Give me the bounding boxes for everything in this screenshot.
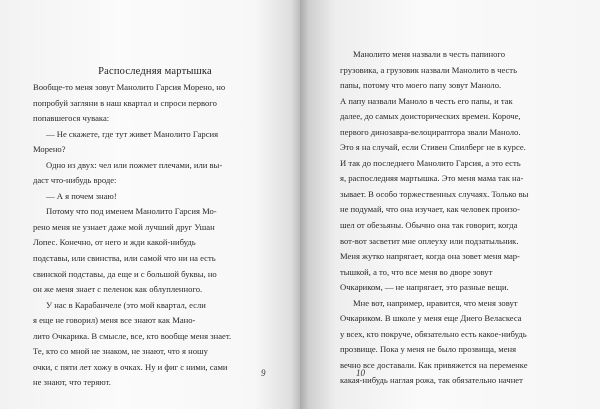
text-line: — Не скажете, где тут живет Манолито Гарсия (46, 128, 219, 139)
text-line: он же меня знает с пеленок как облупленного. (33, 284, 203, 295)
text-line: Меня жутко напрягает, когда она зовет меня мар- (340, 251, 520, 262)
chapter-title: Распоследняя мартышка (98, 66, 212, 77)
text-line: вот-вот засветит мне оплеуху или подзатыльник. (340, 235, 519, 246)
left-page-text (33, 80, 278, 391)
text-line: далее, до самых доисторических времен. Короче, (340, 111, 521, 122)
text-line: шел от обезьяны. Обычно она так говорит, когда (340, 220, 518, 231)
text-line: очки, с пяти лет хожу в очках. Ну и фиг с ними, сами (33, 361, 228, 372)
text-line: А папу назвали Маноло в честь его папы, и так (340, 95, 513, 106)
text-line: Лопес. Конечно, от него и жди какой-нибудь (33, 237, 196, 248)
text-line: Одно из двух: чел или пожмет плечами, или вы- (46, 159, 223, 170)
right-page-text (340, 47, 590, 389)
text-line: тышкой, а то, что все меня во дворе зовут (340, 266, 493, 277)
text-line: Это я на случай, если Стивен Спилберг не в курсе. (340, 142, 526, 153)
text-line: не подумай, что она изучает, как человек произо- (340, 204, 520, 215)
text-line: Мне вот, например, нравится, что меня зовут (353, 297, 518, 308)
text-line: Очкариком. В школе у меня еще Диего Веласкеса (340, 313, 522, 324)
text-line: Потому что под именем Манолито Гарсия Мо- (46, 206, 217, 217)
text-line: подставы, или свинства, или самой что ни на есть (33, 253, 216, 264)
page-number-right: 10 (356, 368, 365, 378)
text-line: Очкариком, — не напрягает, это разные вещи. (340, 282, 509, 293)
text-line: у всех, кто покруче, обязательно есть какое-нибудь (340, 328, 527, 339)
text-line: рено меня не узнает даже мой лучший друг Ушан (33, 221, 215, 232)
text-line: лито Очкарика. В смысле, все, кто вообще меня знает. (33, 330, 232, 341)
text-line: зывает. В особо торжественных случаях. Только вы (340, 188, 529, 199)
text-line: даст что-нибудь вроде: (33, 175, 117, 186)
text-line: Морено? (33, 144, 66, 155)
text-line: попробуй загляни в наш квартал и спроси первого (33, 97, 217, 108)
text-line: У нас в Карабанчеле (это мой квартал, если (46, 299, 206, 310)
text-line: не знают, что теряют. (33, 377, 111, 388)
text-line: я еще не говорил) меня все знают как Мано- (33, 315, 196, 326)
text-line: И так до последнего Манолито Гарсия, а это есть (340, 157, 521, 168)
right-page (300, 0, 600, 409)
text-line: Манолито меня назвали в честь папиного (353, 49, 506, 59)
text-line: я, распоследняя мартышка. Это меня мама так на- (340, 173, 524, 184)
text-line: первого динозавра-велоцираптора звали Маноло. (340, 126, 521, 137)
text-line: свинской подставы, да еще и с большой буквы, но (33, 268, 217, 279)
text-line: какая-нибудь наглая рожа, так обязательно начнет (340, 375, 523, 386)
text-line: вечно все доставали. Как привяжется на переменке (340, 359, 528, 370)
text-line: Вообще-то меня зовут Манолито Гарсия Морено, но (33, 82, 226, 92)
text-line: прозвище. Пока у меня не было прозвища, меня (340, 344, 517, 355)
page-number-left: 9 (261, 368, 266, 378)
text-line: грузовика, а грузовик назвали Манолито в честь (340, 64, 517, 75)
text-line: Те, кто со мной не знаком, не знают, что я ношу (33, 346, 208, 357)
text-line: — А я почем знаю! (46, 190, 117, 201)
text-line: папы, потому что моего папу зовут Маноло. (340, 80, 502, 91)
text-line: попавшегося чувака: (33, 113, 110, 124)
